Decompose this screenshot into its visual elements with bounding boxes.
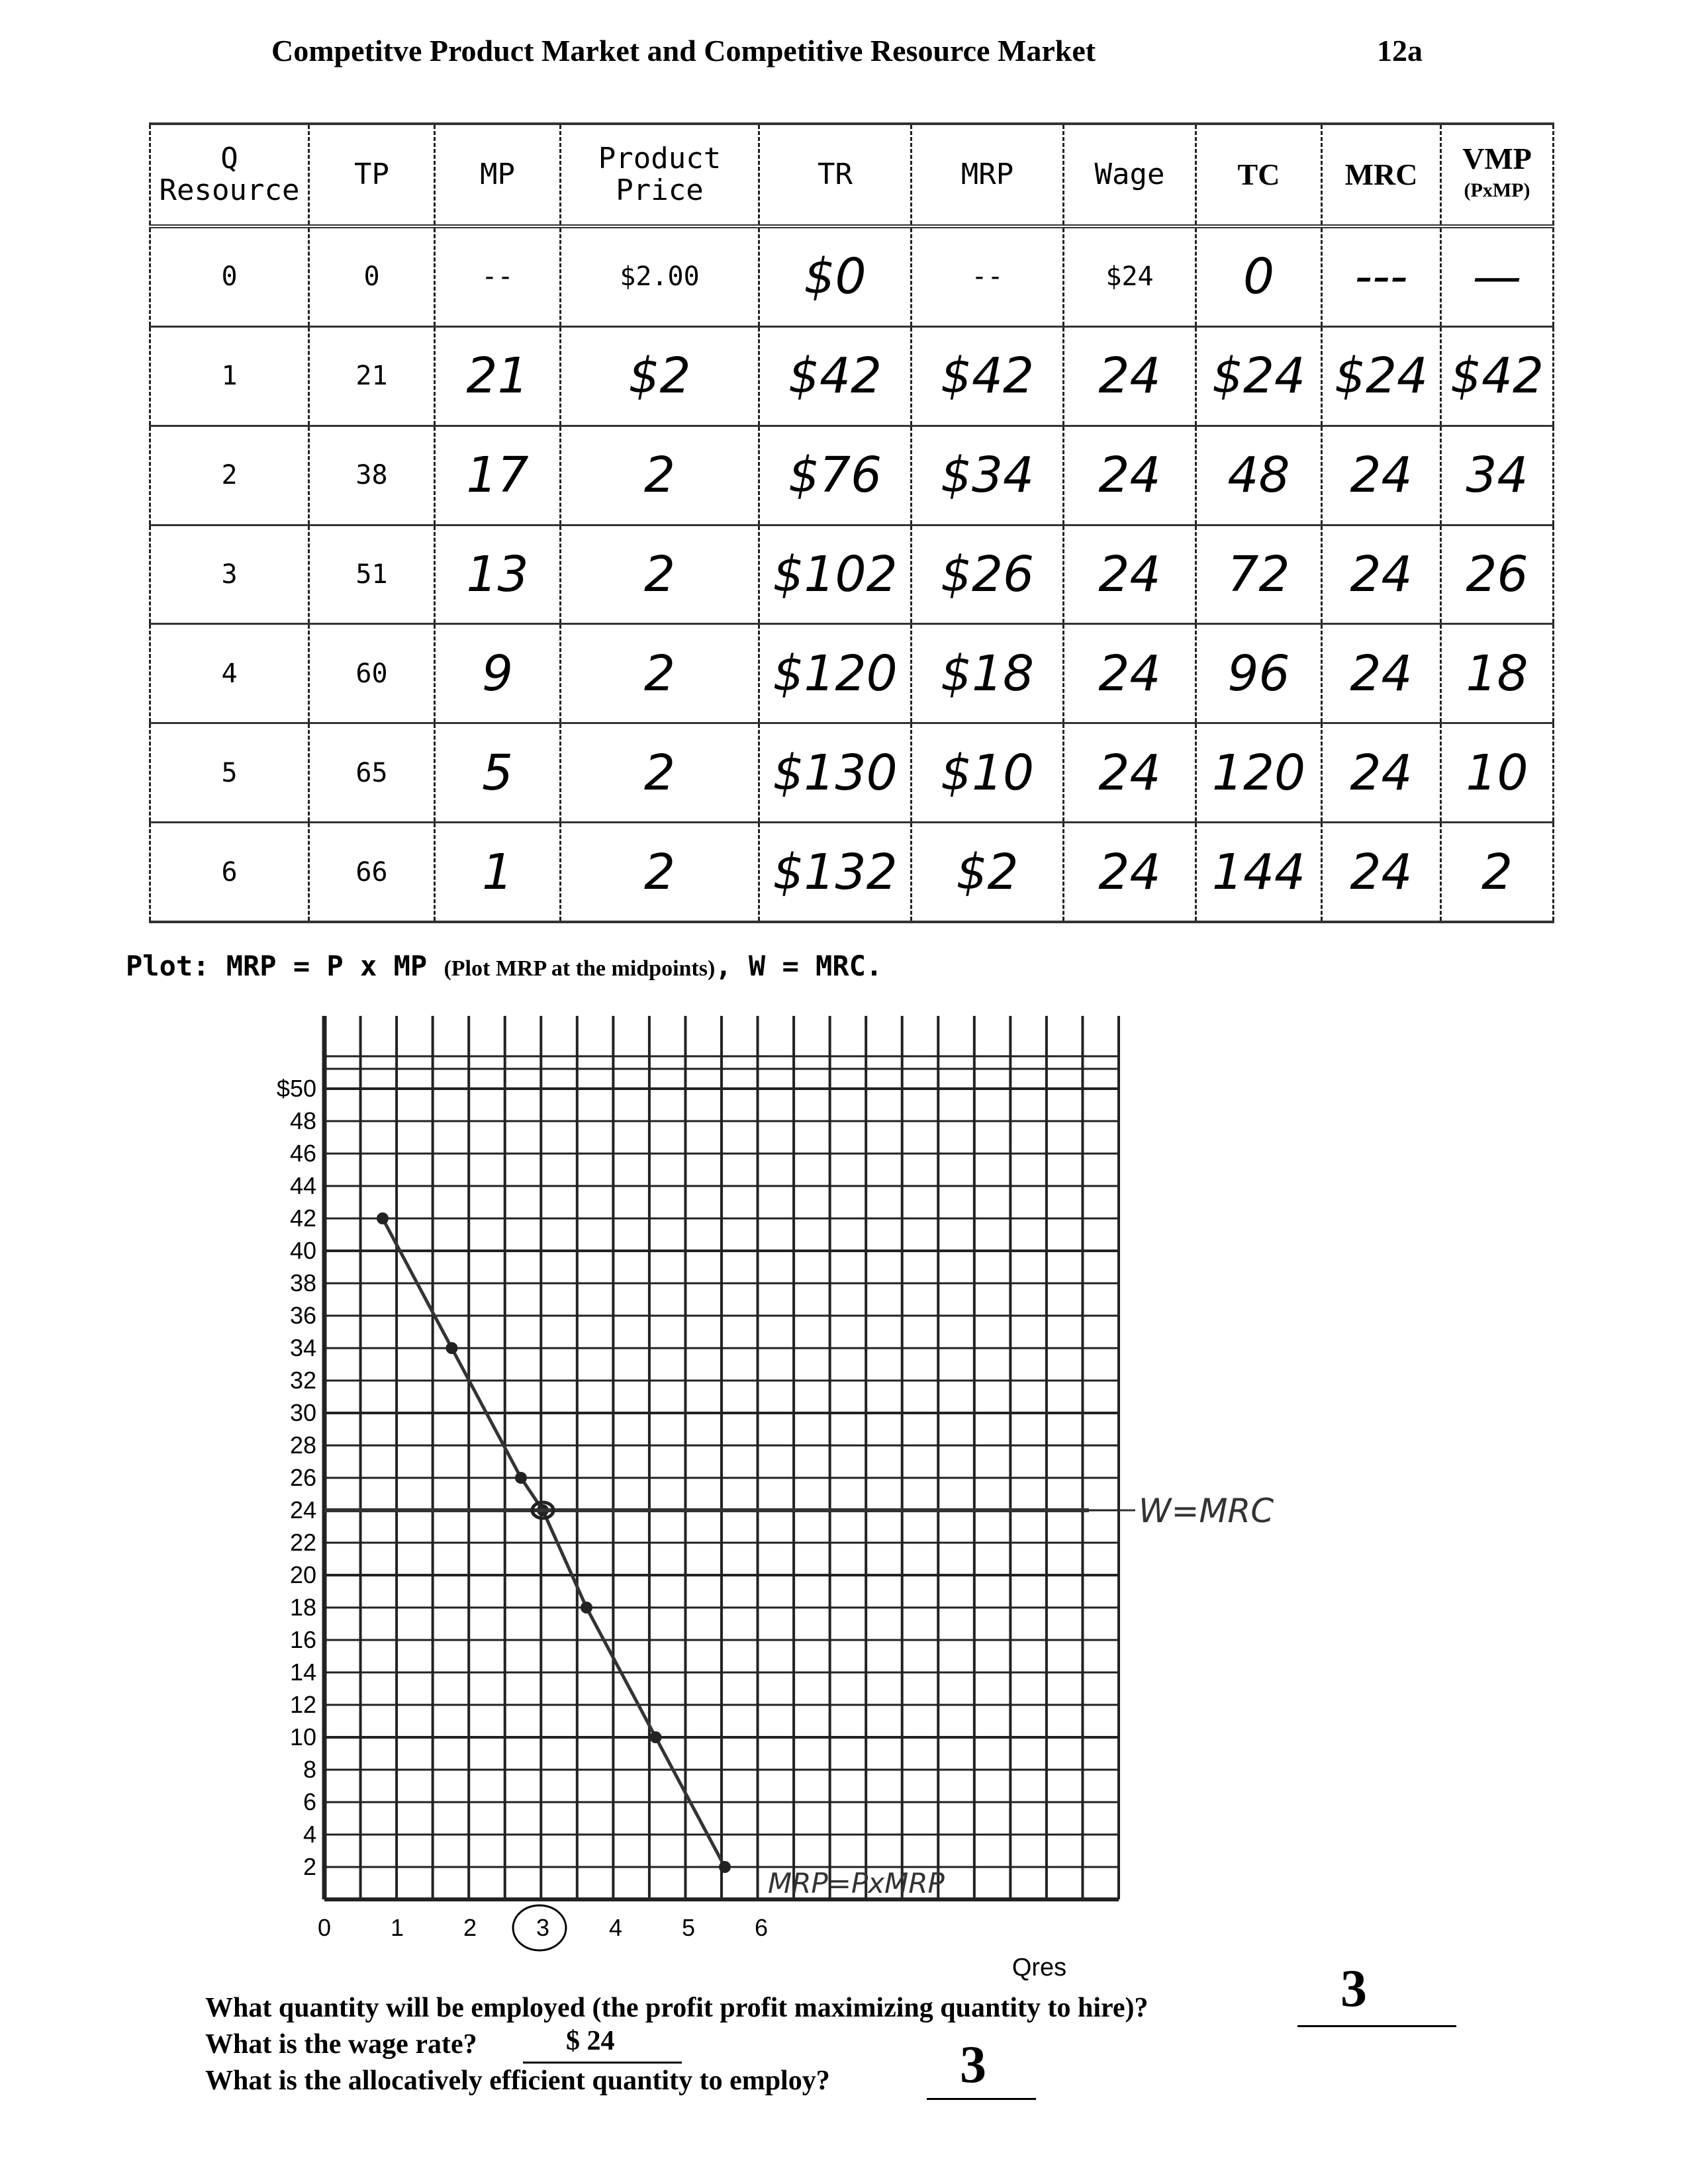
column-header-label: MRC (1344, 158, 1418, 191)
cell-wage: 24 (1064, 723, 1196, 823)
cell-q: 2 (150, 426, 309, 525)
cell-tp: 0 (309, 226, 435, 326)
cell-price: 2 (561, 823, 759, 922)
x-tick-label: 0 (317, 1914, 332, 1941)
y-tick-label: 18 (289, 1594, 316, 1621)
cell-mrp: $34 (912, 426, 1064, 525)
annotation-mrp: MRP=PxMRP (768, 1867, 945, 1899)
mrp-point (581, 1602, 592, 1614)
column-header-label: MRP (961, 158, 1014, 191)
cell-q: 5 (150, 723, 309, 823)
cell-mp: 21 (435, 326, 561, 426)
annotation-w-mrc: W=MRC (1139, 1492, 1274, 1530)
question-3: What is the allocatively efficient quantity to employ? (205, 2066, 830, 2096)
mrp-point (515, 1472, 527, 1484)
cell-tr: $120 (759, 624, 912, 723)
answer-1-blank (1297, 1999, 1456, 2027)
cell-mrc: 24 (1322, 426, 1441, 525)
cell-mp: 5 (435, 723, 561, 823)
cell-mrc: $24 (1322, 326, 1441, 426)
plot-instruction-tail: , W = MRC. (715, 950, 883, 982)
cell-vmp: $42 (1441, 326, 1554, 426)
cell-tp: 38 (309, 426, 435, 525)
y-tick-label: 32 (289, 1367, 316, 1394)
cell-q: 4 (150, 624, 309, 723)
y-tick-label: 20 (289, 1561, 316, 1588)
cell-mrp: $26 (912, 525, 1064, 624)
cell-mrp: -- (912, 226, 1064, 326)
y-tick-label: 30 (289, 1399, 316, 1426)
y-tick-label: 36 (289, 1302, 316, 1329)
answer-2: $ 24 (566, 2026, 615, 2056)
cell-tp: 51 (309, 525, 435, 624)
answer-3: 3 (960, 2036, 986, 2094)
question-2: What is the wage rate? (205, 2029, 477, 2060)
x-tick-label: 3 (536, 1914, 550, 1941)
cell-tc: 48 (1196, 426, 1322, 525)
plot-instruction-note: (Plot MRP at the midpoints) (444, 956, 716, 981)
cell-mp: 17 (435, 426, 561, 525)
cell-q: 3 (150, 525, 309, 624)
cell-mrc: 24 (1322, 525, 1441, 624)
column-header-label: Wage (1094, 158, 1165, 191)
page-number: 12a (1377, 34, 1423, 68)
column-header-label: Product Price (598, 142, 722, 207)
cell-q: 1 (150, 326, 309, 426)
y-tick-label: 34 (289, 1334, 316, 1361)
y-tick-label: 44 (289, 1172, 316, 1199)
y-tick-label: 10 (289, 1723, 316, 1751)
cell-price: 2 (561, 525, 759, 624)
cell-tr: $132 (759, 823, 912, 922)
cell-price: $2 (561, 326, 759, 426)
cell-wage: 24 (1064, 823, 1196, 922)
y-tick-label: 26 (289, 1464, 316, 1491)
y-tick-label: 14 (289, 1659, 316, 1686)
cell-mrc: --- (1322, 226, 1441, 326)
document-title: Competitve Product Market and Competitive Resource Market (271, 34, 1096, 68)
y-tick-label: 16 (289, 1626, 316, 1653)
column-header-label: MP (480, 158, 515, 191)
cell-tp: 60 (309, 624, 435, 723)
y-tick-label: 42 (289, 1205, 316, 1232)
cell-tr: $0 (759, 226, 912, 326)
y-tick-label: 4 (303, 1821, 316, 1848)
cell-wage: 24 (1064, 525, 1196, 624)
mrp-point (446, 1342, 458, 1354)
cell-tp: 65 (309, 723, 435, 823)
cell-mrp: $10 (912, 723, 1064, 823)
cell-vmp: 26 (1441, 525, 1554, 624)
cell-mrp: $18 (912, 624, 1064, 723)
cell-tp: 21 (309, 326, 435, 426)
y-tick-label: 6 (303, 1788, 316, 1815)
column-header-label: VMP (1462, 142, 1532, 175)
cell-mrc: 24 (1322, 823, 1441, 922)
cell-tr: $102 (759, 525, 912, 624)
y-tick-label: 48 (289, 1107, 316, 1134)
cell-mrc: 24 (1322, 723, 1441, 823)
y-tick-label: 8 (303, 1756, 316, 1783)
answer-1: 3 (1340, 1960, 1367, 2018)
cell-tc: $24 (1196, 326, 1322, 426)
cell-vmp: 18 (1441, 624, 1554, 723)
cell-vmp: — (1441, 226, 1554, 326)
y-tick-label: 12 (289, 1691, 316, 1718)
x-tick-label: 2 (463, 1914, 477, 1941)
cell-vmp: 10 (1441, 723, 1554, 823)
y-tick-label: 28 (289, 1432, 316, 1459)
cell-wage: $24 (1064, 226, 1196, 326)
cell-mp: 1 (435, 823, 561, 922)
column-header-sublabel: (PxMP) (1464, 179, 1530, 201)
column-header-label: TR (818, 158, 853, 191)
cell-wage: 24 (1064, 326, 1196, 426)
column-header-label: TP (354, 158, 389, 191)
y-tick-label: 46 (289, 1140, 316, 1167)
cell-tc: 120 (1196, 723, 1322, 823)
cell-tr: $130 (759, 723, 912, 823)
x-axis-label: Qres (1011, 1954, 1067, 1981)
cell-tr: $76 (759, 426, 912, 525)
column-header-label: TC (1237, 158, 1280, 191)
x-tick-label: 6 (754, 1914, 769, 1941)
cell-price: 2 (561, 426, 759, 525)
cell-tr: $42 (759, 326, 912, 426)
y-tick-label: 2 (303, 1853, 316, 1880)
mrp-point (650, 1731, 662, 1743)
cell-wage: 24 (1064, 426, 1196, 525)
cell-tc: 72 (1196, 525, 1322, 624)
cell-mp: 13 (435, 525, 561, 624)
y-tick-label: 38 (289, 1269, 316, 1297)
y-tick-label: 40 (289, 1237, 316, 1264)
mrp-point (719, 1861, 731, 1873)
cell-price: $2.00 (561, 226, 759, 326)
x-tick-label: 1 (390, 1914, 404, 1941)
plot-instruction-lead: Plot: MRP = P x MP (126, 950, 428, 982)
cell-price: 2 (561, 624, 759, 723)
cell-q: 6 (150, 823, 309, 922)
cell-tc: 96 (1196, 624, 1322, 723)
cell-q: 0 (150, 226, 309, 326)
cell-tp: 66 (309, 823, 435, 922)
cell-mrp: $42 (912, 326, 1064, 426)
cell-mp: -- (435, 226, 561, 326)
cell-vmp: 2 (1441, 823, 1554, 922)
cell-price: 2 (561, 723, 759, 823)
y-tick-label: 22 (289, 1529, 316, 1556)
cell-wage: 24 (1064, 624, 1196, 723)
question-1: What quantity will be employed (the profit profit maximizing quantity to hire)? (205, 1993, 1149, 2023)
cell-mrc: 24 (1322, 624, 1441, 723)
x-tick-label: 5 (681, 1914, 696, 1941)
y-tick-label: 24 (289, 1496, 316, 1524)
cell-mp: 9 (435, 624, 561, 723)
y-tick-label: $50 (276, 1075, 316, 1102)
cell-vmp: 34 (1441, 426, 1554, 525)
cell-mrp: $2 (912, 823, 1064, 922)
mrp-point (377, 1212, 389, 1224)
x-tick-label: 4 (608, 1914, 623, 1941)
cell-tc: 0 (1196, 226, 1322, 326)
cell-tc: 144 (1196, 823, 1322, 922)
column-header-label: Q Resource (159, 142, 300, 207)
